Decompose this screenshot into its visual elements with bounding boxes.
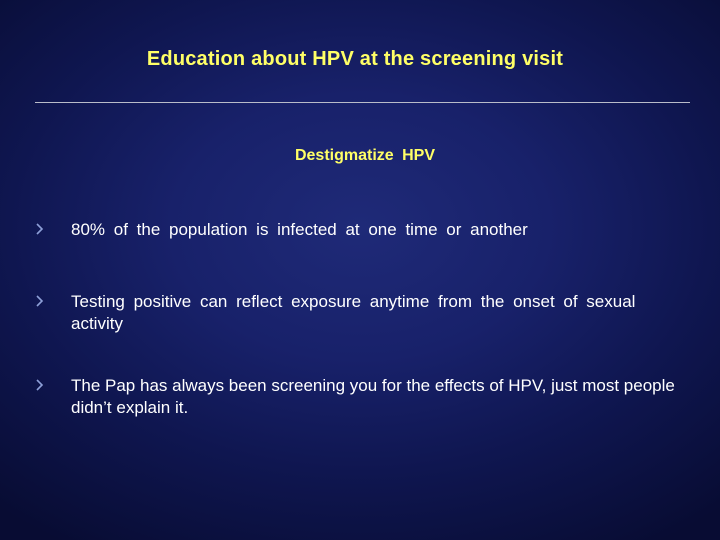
slide-title: Education about HPV at the screening visit [146,48,564,70]
bullet-text: 80% of the population is infected at one time or another [71,220,528,239]
bullet-text: Testing positive can reflect exposure anytime from the onset of sexual activity [71,292,636,333]
chevron-right-icon [33,220,47,238]
bullet-item [33,219,693,241]
bullet-text: The Pap has always been screening you for the effects of HPV, just most people didn’t explain it. [71,376,675,417]
slide-subtitle: Destigmatize HPV [294,147,436,164]
chevron-right-icon [33,292,47,310]
bullet-item [33,375,693,419]
bullet-item [33,291,693,335]
chevron-right-icon [33,376,47,394]
